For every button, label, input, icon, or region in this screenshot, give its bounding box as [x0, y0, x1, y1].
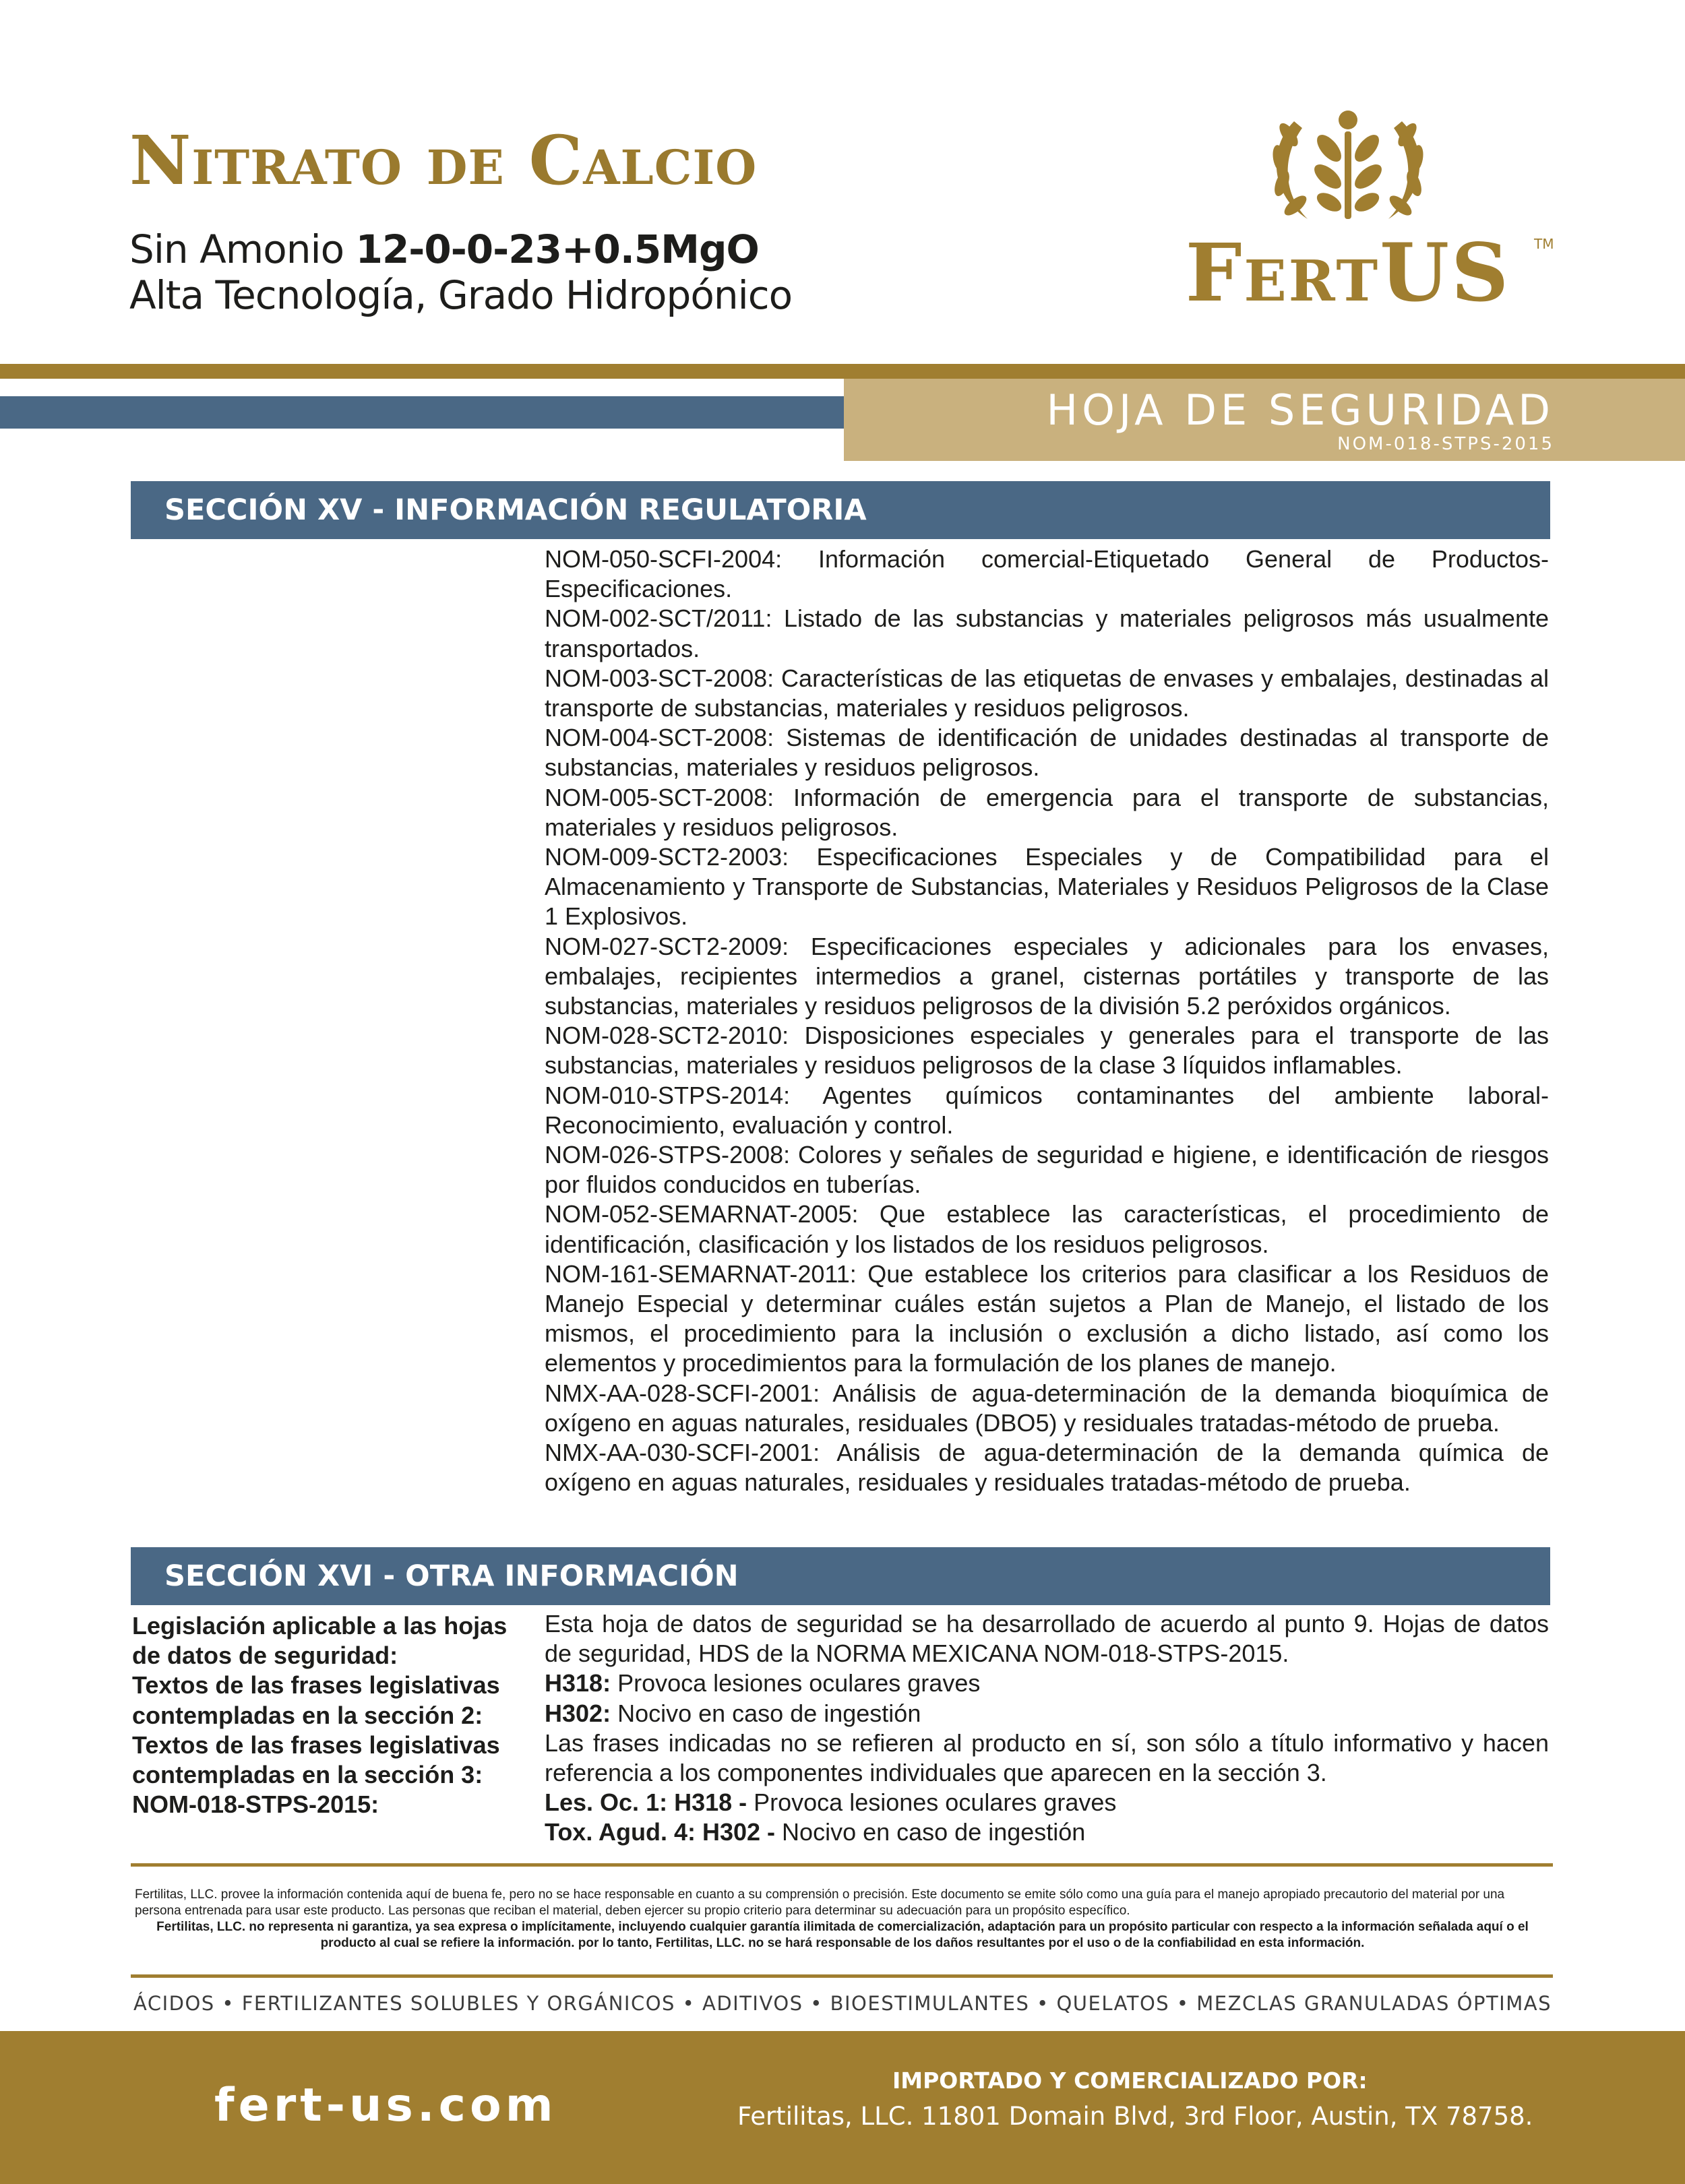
disclaimer-bottom-rule — [131, 1974, 1553, 1978]
regulation-item: NMX-AA-030-SCFI-2001: Análisis de agua-determinación de la demanda química de oxígeno en aguas naturales, residuales y residuales tratadas-método de prueba. — [545, 1439, 1549, 1497]
importer-label: IMPORTADO Y COMERCIALIZADO POR: — [892, 2067, 1368, 2094]
regulation-item: NOM-050-SCFI-2004: Información comercial-Etiquetado General de Productos-Especificaciones. — [545, 545, 1549, 603]
label-legislation: Legislación aplicable a las hojas de datos de seguridad: — [132, 1612, 508, 1670]
legislation-text: Esta hoja de datos de seguridad se ha desarrollado de acuerdo al punto 9. Hojas de datos de seguridad, HDS de la NORMA MEXICANA NOM-018-STPS-2015. — [545, 1610, 1549, 1668]
classification-tox-agud — [545, 1817, 1549, 1847]
hazard-text: Nocivo en caso de ingestión — [611, 1699, 921, 1727]
classification-text: Provoca lesiones oculares graves — [747, 1788, 1117, 1817]
trademark-mark: TM — [1534, 236, 1554, 252]
website-link[interactable]: fert-us.com — [214, 2079, 557, 2132]
hazard-code: H302: — [545, 1699, 611, 1727]
regulation-item: NOM-002-SCT/2011: Listado de las substancias y materiales peligrosos más usualmente transportados. — [545, 604, 1549, 662]
regulation-item: NMX-AA-028-SCFI-2001: Análisis de agua-determinación de la demanda bioquímica de oxígeno en aguas naturales, residuales (DBO5) y residuales tratadas-método de prueba. — [545, 1379, 1549, 1437]
hazard-h302 — [545, 1699, 1549, 1728]
regulation-item: NOM-027-SCT2-2009: Especificaciones especiales y adicionales para los envases, embalajes, recipientes intermedios a granel, cisternas portátiles y transporte de las substancias, materiales y residuos peligrosos de la división 5.2 peróxidos orgánicos. — [545, 932, 1549, 1020]
regulation-list — [545, 544, 1549, 1498]
logo-wordmark: FertUS — [1185, 226, 1511, 319]
footer-bar — [0, 2031, 1685, 2184]
classification-code: Les. Oc. 1: H318 - — [545, 1788, 747, 1817]
product-categories: ÁCIDOS • FERTILIZANTES SOLUBLES Y ORGÁNICOS • ADITIVOS • BIOESTIMULANTES • QUELATOS • MEZCLAS GRANULADAS ÓPTIMAS — [133, 1992, 1552, 2015]
classification-code: Tox. Agud. 4: H302 - — [545, 1818, 776, 1846]
product-title: Nitrato de Calcio — [129, 121, 758, 200]
disclaimer-text: Fertilitas, LLC. provee la información contenida aquí de buena fe, pero no se hace responsable en cuanto a su comprensión o precisión. Este documento se emite sólo como una guía para el manejo apropiado precautorio del material por una persona entrenada para usar este producto. Las personas que reciban el material, deben ejercer su propio criterio para determinar su adecuación para un propósito específico. — [135, 1887, 1505, 1918]
section-16-heading: SECCIÓN XVI - OTRA INFORMACIÓN — [131, 1547, 1550, 1605]
hazard-h318 — [545, 1668, 1549, 1698]
product-subtitle — [129, 226, 759, 272]
disclaimer-top-rule — [131, 1863, 1553, 1867]
subtitle-prefix: Sin Amonio — [129, 226, 356, 272]
legal-disclaimer — [135, 1887, 1550, 1952]
regulation-item: NOM-009-SCT2-2003: Especificaciones Especiales y de Compatibilidad para el Almacenamiento y Transporte de Substancias, Materiales y Residuos Peligrosos de la Clase 1 Explosivos. — [545, 843, 1549, 931]
gold-divider-bar — [0, 364, 1685, 379]
regulation-item: NOM-161-SEMARNAT-2011: Que establece los criterios para clasificar a los Residuos de Manejo Especial y determinar cuáles están sujetos a Plan de Manejo, el listado de los mismos, el procedimiento para la inclusión o exclusión a dicho listado, así como los elementos y procedimientos para la formulación de los planes de manejo. — [545, 1259, 1549, 1377]
hazard-code: H318: — [545, 1669, 611, 1697]
phrases-note: Las frases indicadas no se refieren al producto en sí, son sólo a título informativo y hacen referencia a los componentes individuales que aparecen en la sección 3. — [545, 1728, 1549, 1787]
document-type-banner — [844, 379, 1685, 461]
importer-address: Fertilitas, LLC. 11801 Domain Blvd, 3rd Floor, Austin, TX 78758. — [737, 2102, 1533, 2131]
label-phrases-section-2: Textos de las frases legislativas contempladas en la sección 2: — [132, 1671, 500, 1729]
label-phrases-section-3: Textos de las frases legislativas contempladas en la sección 3: — [132, 1730, 500, 1789]
section-16-content — [545, 1609, 1549, 1848]
regulation-item: NOM-003-SCT-2008: Características de las etiquetas de envases y embalajes, destinadas al transporte de substancias, materiales y residuos peligrosos. — [545, 664, 1549, 722]
label-norm: NOM-018-STPS-2015: — [132, 1790, 379, 1819]
regulation-item: NOM-052-SEMARNAT-2005: Que establece las características, el procedimiento de identificación, clasificación y los listados de los residuos peligrosos. — [545, 1200, 1549, 1258]
product-formula: 12-0-0-23+0.5MgO — [355, 226, 759, 272]
regulation-item: NOM-005-SCT-2008: Información de emergencia para el transporte de substancias, materiales y residuos peligrosos. — [545, 783, 1549, 841]
section-15-heading: SECCIÓN XV - INFORMACIÓN REGULATORIA — [131, 481, 1550, 539]
document-norm: NOM-018-STPS-2015 — [1337, 434, 1554, 454]
hazard-text: Provoca lesiones oculares graves — [611, 1669, 981, 1697]
regulation-item: NOM-028-SCT2-2010: Disposiciones especiales y generales para el transporte de las substancias, materiales y residuos peligrosos de la clase 3 líquidos inflamables. — [545, 1022, 1549, 1080]
document-title: HOJA DE SEGURIDAD — [1046, 385, 1554, 435]
section-16-labels — [132, 1611, 523, 1819]
fertus-logo — [1159, 94, 1557, 323]
regulation-item: NOM-010-STPS-2014: Agentes químicos contaminantes del ambiente laboral-Reconocimiento, evaluación y control. — [545, 1081, 1549, 1139]
blue-accent-strip — [0, 396, 844, 429]
regulation-item: NOM-004-SCT-2008: Sistemas de identificación de unidades destinadas al transporte de substancias, materiales y residuos peligrosos. — [545, 724, 1549, 782]
classification-text: Nocivo en caso de ingestión — [775, 1818, 1086, 1846]
regulation-item: NOM-026-STPS-2008: Colores y señales de seguridad e higiene, e identificación de riesgos por fluidos conducidos en tuberías. — [545, 1141, 1549, 1199]
disclaimer-warranty-text: Fertilitas, LLC. no representa ni garantiza, ya sea expresa o implícitamente, incluyendo cualquier garantía ilimitada de comercialización, adaptación para un propósito particular con respecto a la información señalada aquí o el producto al cual se refiere la información. por lo tanto, Fertilitas, LLC. no se hará responsable de los daños resultantes por el uso o de la confiabilidad en esta información. — [156, 1920, 1529, 1950]
product-grade: Alta Tecnología, Grado Hidropónico — [129, 272, 793, 318]
laurel-plant-icon — [1254, 94, 1442, 229]
classification-les-oc — [545, 1788, 1549, 1817]
